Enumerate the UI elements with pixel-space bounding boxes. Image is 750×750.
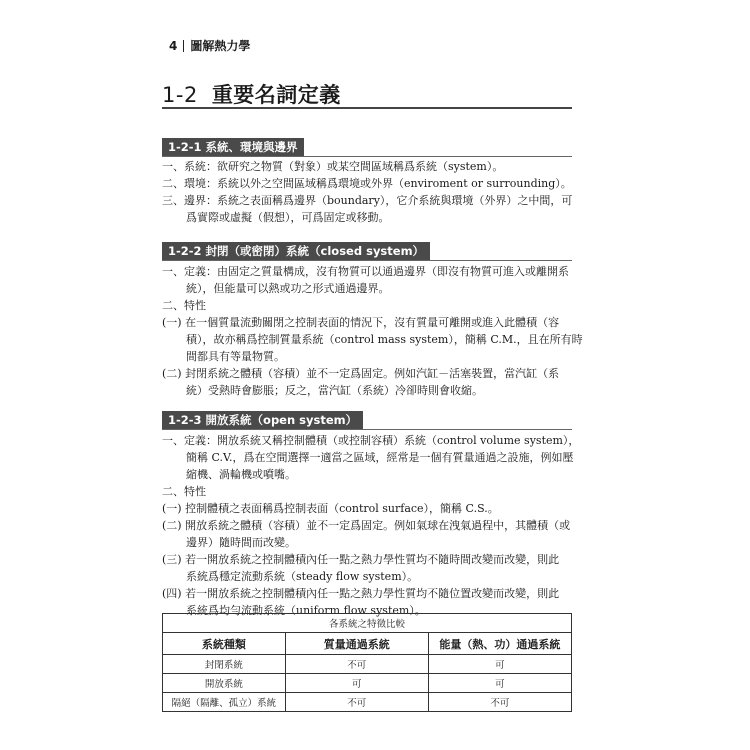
table-cell: 可 bbox=[428, 655, 571, 674]
paragraph-line: 邊界）隨時間而改變。 bbox=[186, 536, 296, 549]
paragraph-line: 積），故亦稱爲控制質量系統（control mass system），簡稱 C.M.，且在所有時 bbox=[186, 333, 583, 346]
section-rule bbox=[162, 429, 572, 430]
table-cell: 開放系統 bbox=[163, 674, 286, 693]
running-header bbox=[169, 37, 250, 54]
section-heading: 1-2-2 封閉（或密閉）系統（closed system） bbox=[162, 242, 430, 260]
paragraph-line: 統）受熱時會膨脹；反之，當汽缸（系統）冷卻時則會收縮。 bbox=[186, 384, 483, 397]
chapter-rule bbox=[162, 107, 572, 109]
section-rule bbox=[162, 156, 572, 157]
table-header-cell: 能量（熱、功）通過系統 bbox=[428, 633, 571, 655]
table-cell: 可 bbox=[285, 674, 428, 693]
paragraph-line: 一、定義：由固定之質量構成，沒有物質可以通過邊界（即沒有物質可進入或離開系 bbox=[162, 265, 569, 278]
table-cell: 隔絕（隔離、孤立）系統 bbox=[163, 693, 286, 712]
paragraph-line: 二、環境：系統以外之空間區域稱爲環境或外界（enviroment or surrounding）。 bbox=[162, 177, 572, 190]
paragraph-line: (二) 封閉系統之體積（容積）並不一定爲固定。例如汽缸－活塞裝置，當汽缸（系 bbox=[162, 367, 560, 380]
table-cell: 可 bbox=[428, 674, 571, 693]
table-header-row bbox=[163, 633, 572, 655]
table-row bbox=[163, 693, 572, 712]
paragraph-line: (二) 開放系統之體積（容積）並不一定爲固定。例如氣球在洩氣過程中，其體積（或 bbox=[162, 519, 571, 532]
paragraph-line: (一) 控制體積之表面稱爲控制表面（control surface），簡稱 C.S.。 bbox=[162, 502, 499, 515]
paragraph-line: 二、特性 bbox=[162, 299, 206, 312]
table-cell: 不可 bbox=[285, 693, 428, 712]
chapter-title bbox=[162, 79, 341, 109]
comparison-table bbox=[162, 613, 572, 712]
chapter-title-text: 重要名詞定義 bbox=[211, 83, 341, 107]
header-divider bbox=[183, 40, 184, 52]
paragraph-line: 三、邊界：系統之表面稱爲邊界（boundary），它介系統與環境（外界）之中間，可 bbox=[162, 194, 573, 207]
paragraph-line: 間都具有等量物質。 bbox=[186, 350, 285, 363]
table-cell: 不可 bbox=[428, 693, 571, 712]
table-cell: 封閉系統 bbox=[163, 655, 286, 674]
table-row bbox=[163, 655, 572, 674]
book-title: 圖解熱力學 bbox=[190, 39, 251, 53]
page-number: 4 bbox=[169, 38, 178, 53]
section-heading: 1-2-1 系統、環境與邊界 bbox=[162, 138, 304, 156]
table-caption: 各系統之特徵比較 bbox=[163, 614, 572, 633]
paragraph-line: 一、系統：欲研究之物質（對象）或某空間區域稱爲系統（system）。 bbox=[162, 160, 504, 173]
paragraph-line: 爲實際或虛擬（假想），可爲固定或移動。 bbox=[186, 211, 390, 224]
paragraph-line: 統），但能量可以熱或功之形式通過邊界。 bbox=[186, 282, 390, 295]
paragraph-line: (四) 若一開放系統之控制體積內任一點之熱力學性質均不隨位置改變而改變，則此 bbox=[162, 587, 560, 600]
paragraph-line: (一) 在一個質量流動關閉之控制表面的情況下，沒有質量可離開或進入此體積（容 bbox=[162, 316, 560, 329]
table-header-cell: 系統種類 bbox=[163, 633, 286, 655]
table-cell: 不可 bbox=[285, 655, 428, 674]
section-rule bbox=[162, 260, 572, 261]
paragraph-line: 二、特性 bbox=[162, 485, 206, 498]
paragraph-line: 系統爲穩定流動系統（steady flow system）。 bbox=[186, 570, 419, 583]
paragraph-line: 系統爲均勻流動系統（uniform flow system）。 bbox=[186, 604, 426, 617]
paragraph-line: 一、定義：開放系統又稱控制體積（或控制容積）系統（control volume system）， bbox=[162, 434, 580, 447]
paragraph-line: (三) 若一開放系統之控制體積內任一點之熱力學性質均不隨時間改變而改變，則此 bbox=[162, 553, 560, 566]
chapter-number: 1-2 bbox=[162, 83, 198, 107]
section-heading: 1-2-3 開放系統（open system） bbox=[162, 411, 363, 429]
table-row bbox=[163, 674, 572, 693]
table-header-cell: 質量通過系統 bbox=[285, 633, 428, 655]
paragraph-line: 縮機、渦輪機或噴嘴。 bbox=[186, 468, 296, 481]
paragraph-line: 簡稱 C.V.，爲在空間選擇一適當之區域，經常是一個有質量通過之設施，例如壓 bbox=[186, 451, 574, 464]
